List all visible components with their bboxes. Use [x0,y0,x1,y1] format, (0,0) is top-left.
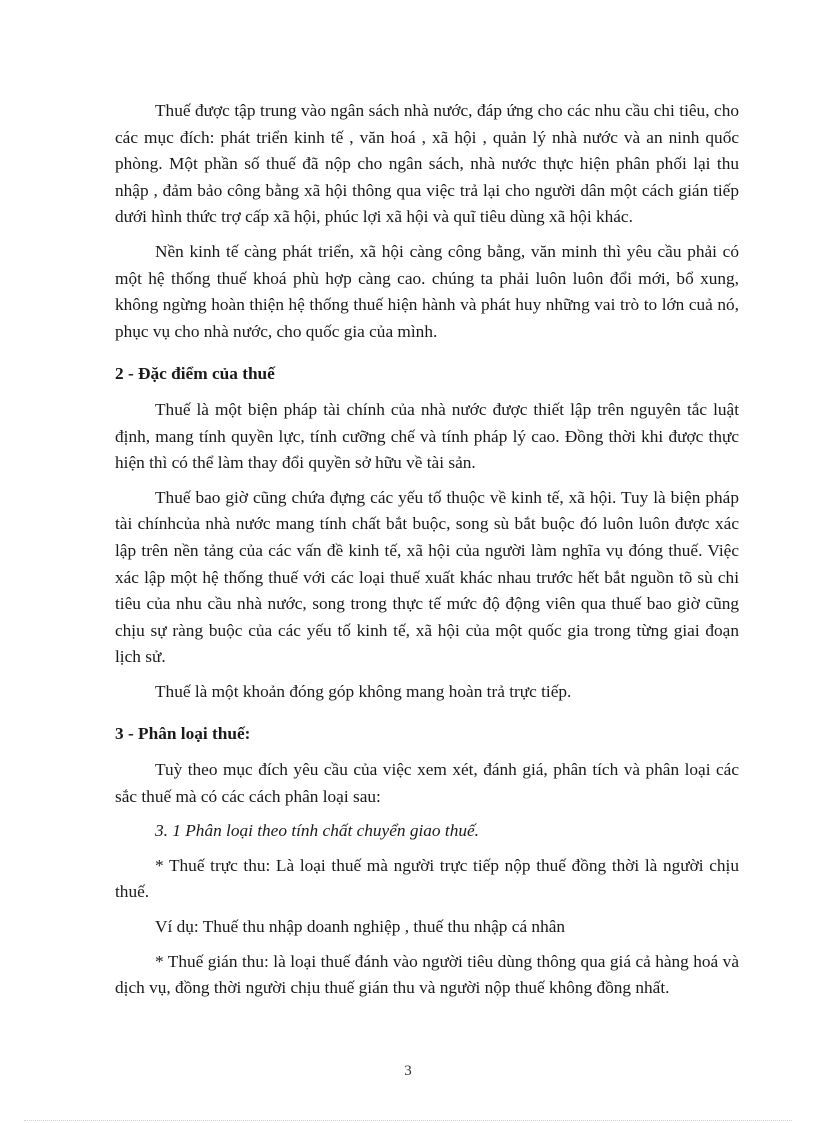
section-heading-3: 3 - Phân loại thuế: [115,724,251,744]
paragraph: Thuế được tập trung vào ngân sách nhà nước, đáp ứng cho các nhu cầu chi tiêu, cho các mục đích: phát triển kinh tế , văn hoá , xã hội , quản lý nhà nước và an ninh quốc phòng. Một phần số thuế đã nộp cho ngân sách, nhà nước thực hiện phân phối lại thu nhập , đảm bảo công bằng xã hội thông qua việc trả lại cho người dân một cách gián tiếp dưới hình thức trợ cấp xã hội, phúc lợi xã hội và quĩ tiêu dùng xã hội khác. [115,101,739,227]
paragraph-indirect-tax: * Thuế gián thu: là loại thuế đánh vào người tiêu dùng thông qua giá cả hàng hoá và dịch vụ, đồng thời người chịu thuế gián thu và người nộp thuế không đồng nhất. [115,951,739,998]
paragraph: Thuế là một biện pháp tài chính của nhà nước được thiết lập trên nguyên tắc luật định, mang tính quyền lực, tính cưỡng chế và tính pháp lý cao. Đồng thời khi được thực hiện thì có thể làm thay đổi quyền sở hữu về tài sản. [115,399,739,473]
paragraph: Thuế bao giờ cũng chứa đựng các yếu tố thuộc về kinh tế, xã hội. Tuy là biện pháp tài chínhcủa nhà nước mang tính chất bắt buộc, song sù bắt buộc đó luôn luôn được xác lập trên nền tảng của các vấn đề kinh tế, xã hội của người làm nghĩa vụ đóng thuế. Việc xác lập một hệ thống thuế với các loại thuế xuất khác nhau trước hết bắt nguồn tõ sù chi tiêu của nhu cầu nhà nước, song trong thực tế mức độ động viên qua thuế bao giờ cũng chịu sự ràng buộc của các yếu tố kinh tế, xã hội của một quốc gia trong từng giai đoạn lịch sử. [115,487,739,667]
footer-divider [24,1120,792,1121]
page-number: 3 [404,1063,412,1079]
paragraph-example: Ví dụ: Thuế thu nhập doanh nghiệp , thuế thu nhập cá nhân [155,917,566,937]
paragraph-direct-tax: * Thuế trực thu: Là loại thuế mà người trực tiếp nộp thuế đồng thời là người chịu thuế. [115,855,739,902]
page-content [115,98,739,1010]
subsection-heading: 3. 1 Phân loại theo tính chất chuyển giao thuế. [155,821,479,841]
paragraph: Nền kinh tế càng phát triển, xã hội càng công bằng, văn minh thì yêu cầu phải có một hệ thống thuế khoá phù hợp càng cao. chúng ta phải luôn luôn đổi mới, bổ xung, không ngừng hoàn thiện hệ thống thuế hiện hành và phát huy những vai trò to lớn cuả nó, phục vụ cho nhà nước, cho quốc gia của mình. [115,241,739,341]
paragraph: Thuế là một khoản đóng góp không mang hoàn trả trực tiếp. [155,681,572,701]
paragraph: Tuỳ theo mục đích yêu cầu của việc xem xét, đánh giá, phân tích và phân loại các sắc thuế mà có các cách phân loại sau: [115,760,739,806]
section-heading-2: 2 - Đặc điểm của thuế [115,364,275,384]
